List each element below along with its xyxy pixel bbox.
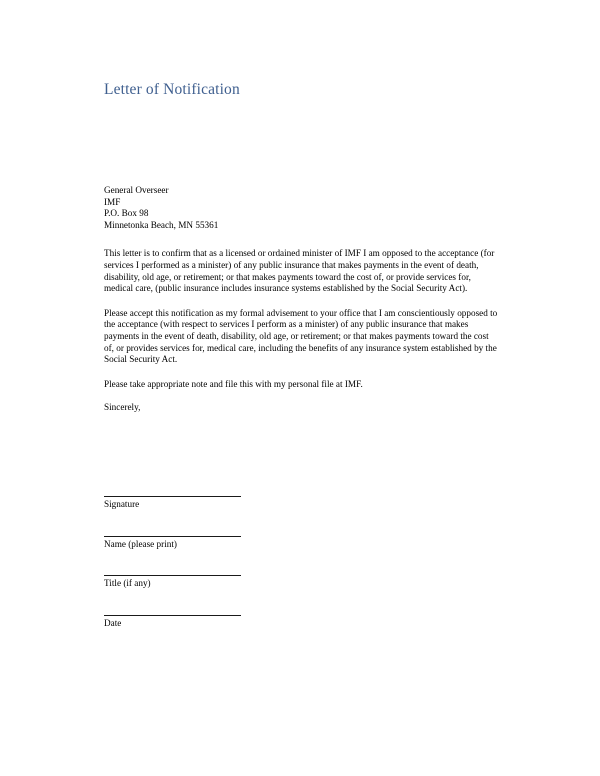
letter-body — [104, 185, 498, 414]
signature-field-label: Name (please print) — [104, 538, 177, 549]
signature-field-name — [104, 536, 364, 550]
signature-field-label: Title (if any) — [104, 578, 151, 589]
body-paragraph: This letter is to confirm that as a licensed or ordained minister of IMF I am opposed to the acceptance (for services I performed as a minister) of any public insurance that makes payments in the event of death, disability, old age, or retirement; or that makes payments toward the cost of, or provide services for, medical care, (public insurance includes insurance systems established by the Social Security Act). — [104, 248, 495, 294]
recipient-line: General Overseer — [104, 185, 169, 195]
signature-rule[interactable] — [104, 615, 241, 616]
signature-rule[interactable] — [104, 575, 241, 576]
recipient-line: P.O. Box 98 — [104, 208, 149, 219]
body-paragraph: Please accept this notification as my formal advisement to your office that I am conscientiously opposed to the acceptance (with respect to services I perform as a minister) of any public insurance that makes payments in the event of death, disability, old age, or retirement; or that makes payments toward the cost of, or provides services for, medical care, including the benefits of any insurance system established by the Social Security Act. — [104, 307, 498, 365]
signature-field-label: Signature — [104, 499, 140, 509]
signature-field-label: Date — [104, 618, 122, 629]
signature-field-title — [104, 575, 364, 589]
signature-field-signature — [104, 496, 364, 510]
signature-block — [104, 496, 364, 629]
recipient-line: IMF — [104, 196, 121, 207]
signature-rule[interactable] — [104, 536, 241, 537]
recipient-line: Minnetonka Beach, MN 55361 — [104, 219, 219, 230]
signature-field-date — [104, 615, 364, 629]
closing-salutation: Sincerely, — [104, 402, 141, 413]
page-title: Letter of Notification — [104, 81, 240, 98]
recipient-address-block — [104, 185, 498, 231]
body-paragraph: Please take appropriate note and file this with my personal file at IMF. — [104, 378, 363, 389]
signature-rule[interactable] — [104, 496, 241, 497]
